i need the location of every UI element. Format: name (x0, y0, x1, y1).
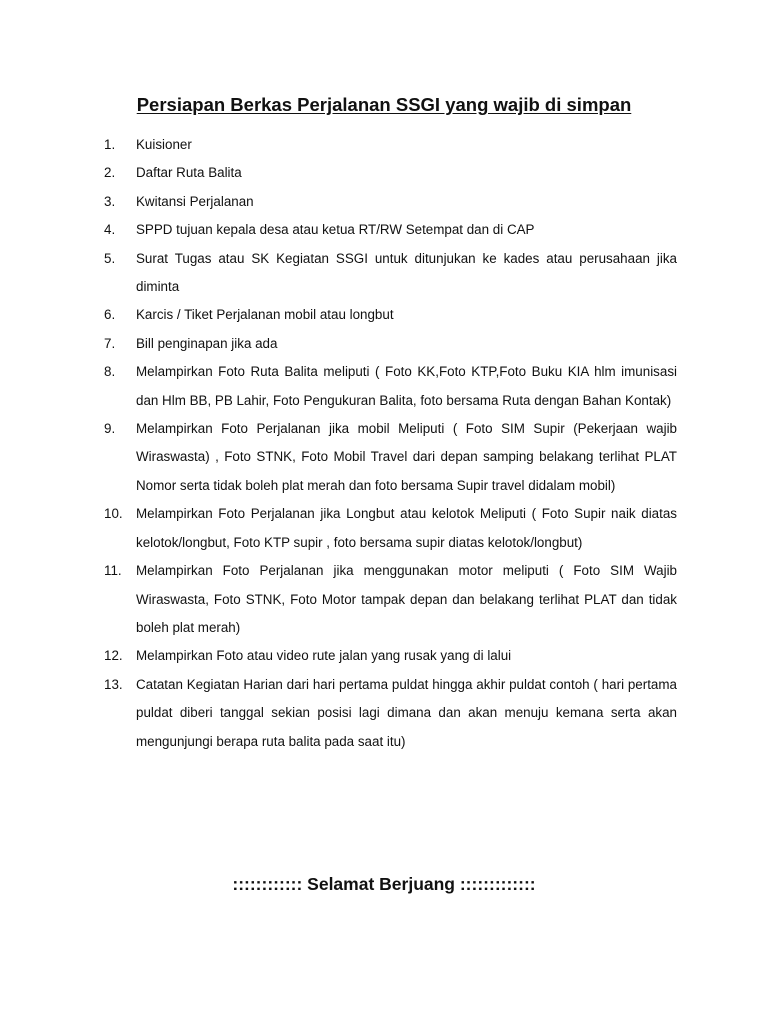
document-title: Persiapan Berkas Perjalanan SSGI yang wajib di simpan (136, 94, 632, 115)
list-item-text: Melampirkan Foto Perjalanan jika menggunakan motor meliputi ( Foto SIM Wajib Wiraswasta, Foto STNK, Foto Motor tampak depan dan belakang terlihat PLAT dan tidak boleh plat merah) (136, 563, 677, 635)
list-item-text: Melampirkan Foto Perjalanan jika Longbut atau kelotok Meliputi ( Foto Supir naik diatas kelotok/longbut, Foto KTP supir , foto bersama supir diatas kelotok/longbut) (136, 506, 677, 550)
list-item (104, 642, 677, 670)
list-item-number: 11. (104, 563, 122, 579)
list-item (104, 301, 677, 329)
list-item-number: 6. (104, 307, 116, 323)
list-item (104, 671, 677, 756)
list-item (104, 188, 677, 216)
list-item-text: Melampirkan Foto atau video rute jalan yang rusak yang di lalui (136, 648, 512, 664)
requirements-list (104, 131, 677, 756)
list-item (104, 415, 677, 500)
list-item-text: Bill penginapan jika ada (136, 335, 278, 351)
closing-message: :::::::::::: Selamat Berjuang ::::::::::::: (232, 874, 536, 894)
list-item-number: 13. (104, 676, 123, 692)
list-item (104, 358, 677, 415)
list-item-text: Surat Tugas atau SK Kegiatan SSGI untuk ditunjukan ke kades atau perusahaan jika diminta (136, 250, 677, 295)
list-item-number: 2. (104, 165, 116, 181)
list-item-number: 4. (104, 222, 116, 238)
list-item-text: Daftar Ruta Balita (136, 165, 242, 181)
list-item-number: 8. (104, 364, 116, 380)
list-item-number: 1. (104, 137, 116, 152)
list-item (104, 557, 677, 642)
list-item (104, 216, 677, 244)
list-item-text: Karcis / Tiket Perjalanan mobil atau longbut (136, 307, 394, 323)
list-item-text: Melampirkan Foto Ruta Balita meliputi ( Foto KK,Foto KTP,Foto Buku KIA hlm imunisasi dan Hlm BB, PB Lahir, Foto Pengukuran Balita, foto bersama Ruta dengan Bahan Kontak) (136, 364, 677, 408)
list-item-text: SPPD tujuan kepala desa atau ketua RT/RW Setempat dan di CAP (136, 222, 535, 238)
list-item (104, 245, 677, 302)
list-item-text: Melampirkan Foto Perjalanan jika mobil Meliputi ( Foto SIM Supir (Pekerjaan wajib Wiraswasta) , Foto STNK, Foto Mobil Travel dari depan samping belakang terlihat PLAT Nomor serta tidak boleh plat merah dan foto bersama Supir travel didalam mobil) (136, 421, 677, 493)
list-item-number: 5. (104, 250, 116, 266)
list-item-number: 3. (104, 193, 116, 209)
list-item (104, 500, 677, 557)
list-item-number: 9. (104, 421, 116, 437)
list-item-number: 7. (104, 335, 116, 351)
list-item-text: Kwitansi Perjalanan (136, 193, 254, 209)
list-item-number: 10. (104, 506, 123, 522)
list-item (104, 330, 677, 358)
list-item-text: Kuisioner (136, 137, 192, 152)
list-item-text: Catatan Kegiatan Harian dari hari pertama puldat hingga akhir puldat contoh ( hari pertama puldat diberi tanggal sekian posisi lagi dimana dan akan menuju kemana serta akan mengunjungi berapa ruta balita pada saat itu) (136, 676, 677, 749)
list-item (104, 159, 677, 187)
list-item (104, 131, 677, 159)
list-item-number: 12. (104, 648, 123, 664)
